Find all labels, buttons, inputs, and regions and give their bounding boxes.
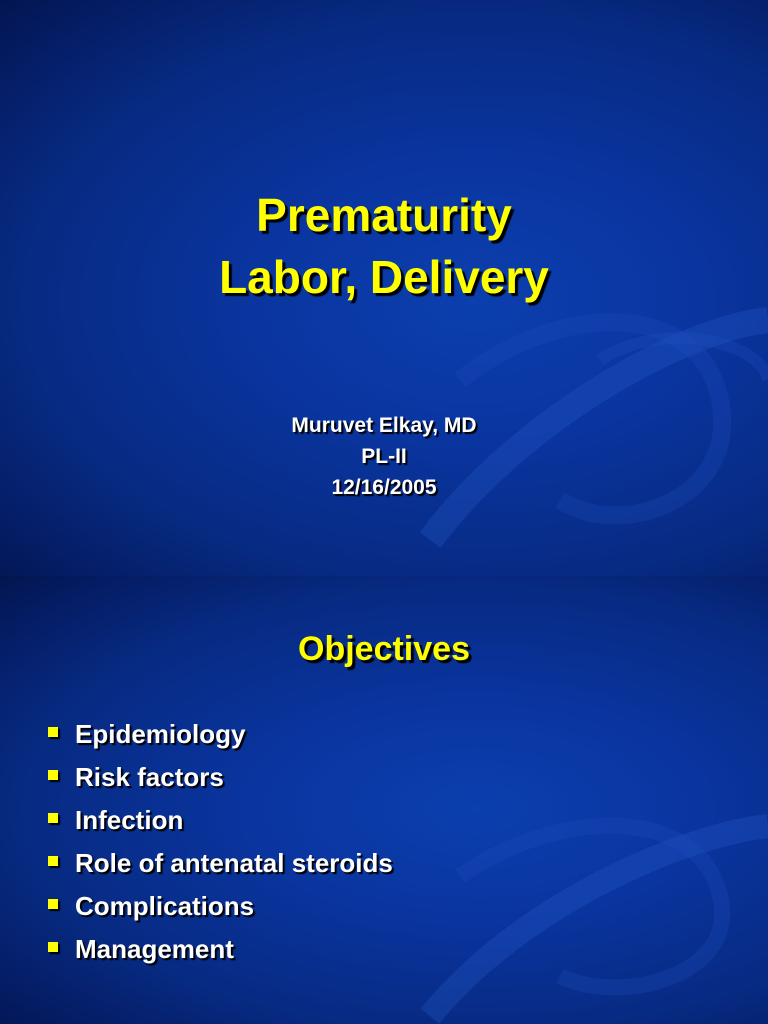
list-item-text: Complications xyxy=(75,891,255,921)
list-item-text: Management xyxy=(75,934,234,964)
objectives-list xyxy=(44,714,393,972)
list-item-text: Infection xyxy=(75,805,184,835)
presentation-date: 12/16/2005 xyxy=(331,476,437,499)
yellow-square-bullet-icon xyxy=(48,856,58,866)
list-item xyxy=(44,929,393,972)
yellow-square-bullet-icon xyxy=(48,770,58,780)
list-item xyxy=(44,714,393,757)
yellow-square-bullet-icon xyxy=(48,813,58,823)
title-line-2: Labor, Delivery xyxy=(219,251,549,303)
presentation-title xyxy=(0,184,768,308)
objectives-title: Objectives xyxy=(298,630,470,668)
yellow-square-bullet-icon xyxy=(48,899,58,909)
list-item xyxy=(44,757,393,800)
presenter-info xyxy=(0,410,768,503)
list-item xyxy=(44,800,393,843)
presenter-name: Muruvet Elkay, MD xyxy=(291,414,477,437)
list-item-text: Role of antenatal steroids xyxy=(75,848,393,878)
presenter-role: PL-II xyxy=(361,445,407,468)
list-item xyxy=(44,843,393,886)
yellow-square-bullet-icon xyxy=(48,727,58,737)
list-item-text: Risk factors xyxy=(75,762,224,792)
list-item xyxy=(44,886,393,929)
title-line-1: Prematurity xyxy=(256,189,512,241)
list-item-text: Epidemiology xyxy=(75,719,246,749)
yellow-square-bullet-icon xyxy=(48,942,58,952)
